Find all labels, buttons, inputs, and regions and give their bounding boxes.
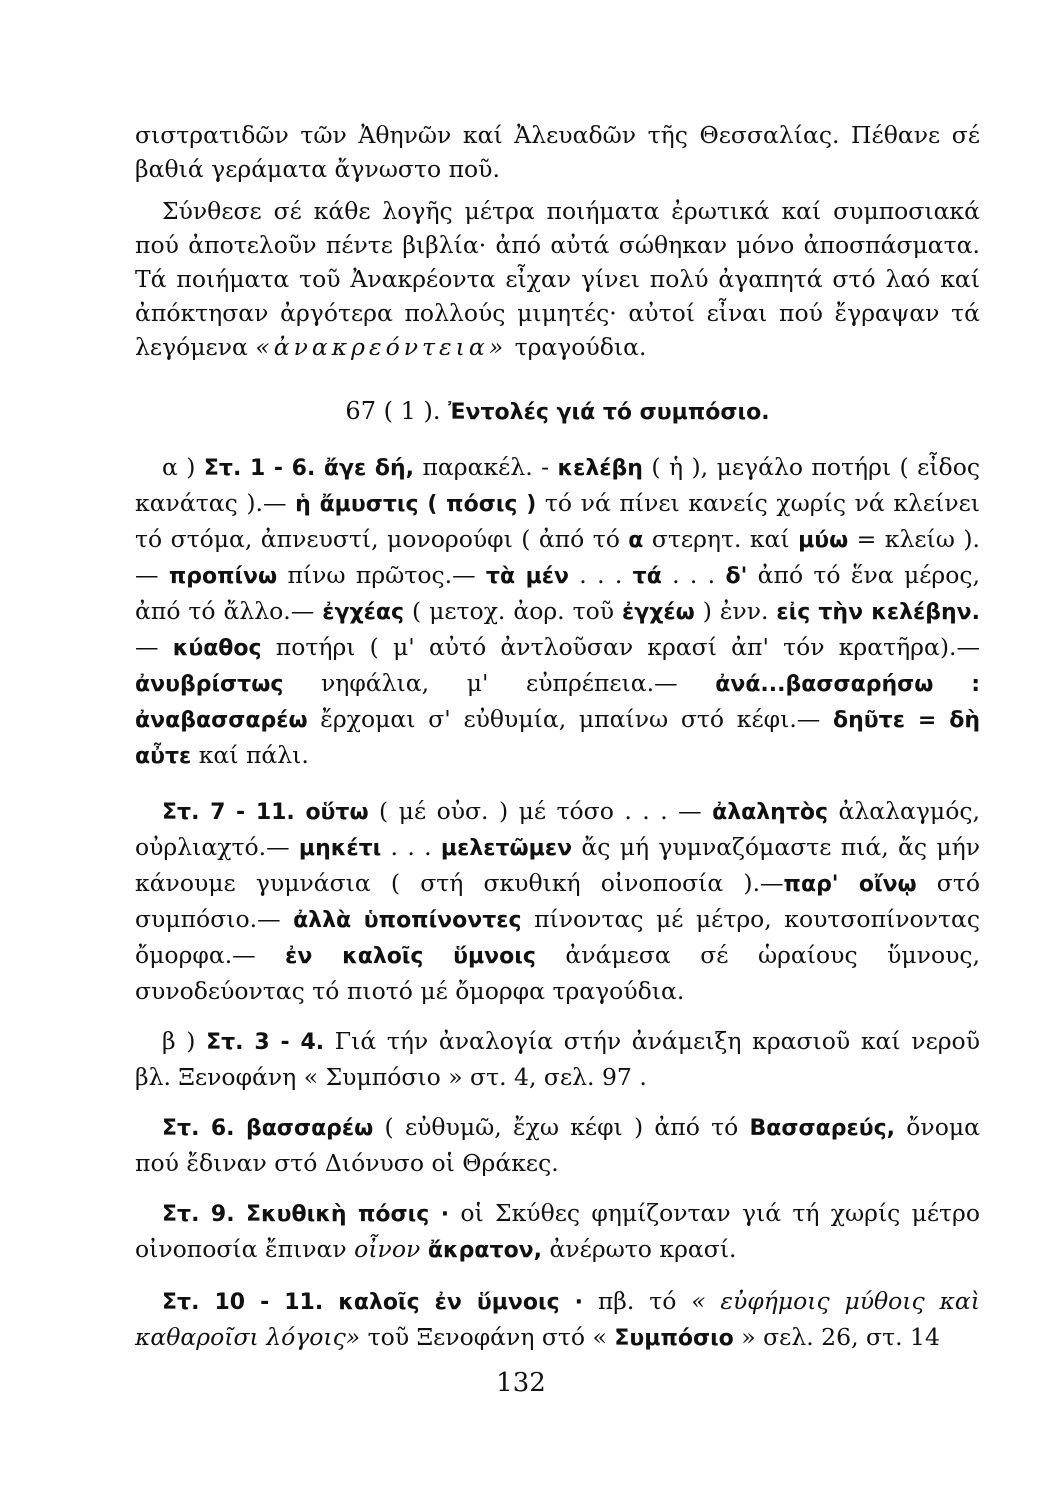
commentary-line-9: Στ. 9. Σκυθικὴ πόσις · οἱ Σκύθες φημίζονταν γιά τή χωρίς μέτρο οἰνοποσία ἔπιναν οἶνον ἄκρατον, ἀνέρωτο κρασί. <box>135 1199 981 1263</box>
commentary-lines-7-11: Στ. 7 - 11. οὕτω ( μέ οὐσ. ) μέ τόσο . . . — ἀλαλητὸς ἀλαλαγμός, οὐρλιαχτό.— μηκέτι . . . μελετῶμεν ἄς μή γυμναζόμαστε πιά, ἄς μήν κάνουμε γυμνάσια ( στή σκυθική οἰνοποσία ).—παρ' οἴνῳ στό συμπόσιο.— ἀλλὰ ὑποπίνοντες πίνοντας μέ μέτρο, κουτσοπίνοντας ὄμορφα.— ἐν καλοῖς ὕμνοις ἀνάμεσα σέ ὡραίους ὕμνους, συνοδεύοντας τό πιοτό μέ ὄμορφα τραγούδια. <box>135 797 981 1005</box>
commentary-alpha: α ) Στ. 1 - 6. ἄγε δή, παρακέλ. - κελέβη ( ἡ ), μεγάλο ποτήρι ( εἶδος κανάτας ).— ἡ ἄμυστις ( πόσις ) τό νά πίνει κανείς χωρίς νά κλείνει τό στόμα, ἀπνευστί, μονορούφι ( ἀπό τό α στερητ. καί μύω = κλείω ).— προπίνω πίνω πρῶτος.— τὰ μέν . . . τά . . . δ' ἀπό τό ἕνα μέρος, ἀπό τό ἄλλο.— ἐγχέας ( μετοχ. ἀορ. τοῦ ἐγχέω ) ἐνν. εἰς τὴν κελέβην.— κύαθος ποτήρι ( μ' αὐτό ἀντλοῦσαν κρασί ἀπ' τόν κρατῆρα).— ἀνυβρίστως νηφάλια, μ' εὐπρέπεια.— ἀνά...βασσαρήσω : ἀναβασσαρέω ἔρχομαι σ' εὐθυμία, μπαίνω στό κέφι.— δηῦτε = δὴ αὖτε καί πάλι. <box>135 453 981 769</box>
commentary-lines-10-11: Στ. 10 - 11. καλοῖς ἐν ὕμνοις · πβ. τό « εὐφήμοις μύθοις καὶ καθαροῖσι λόγοις» τοῦ Ξενοφάνη στό « Συμπόσιο » σελ. 26, στ. 14 <box>135 1287 981 1351</box>
intro-paragraph-2: Σύνθεσε σέ κάθε λογῆς μέτρα ποιήματα ἐρωτικά καί συμποσιακά πού ἀποτελοῦν πέντε βιβλία· ἀπό αὐτά σώθηκαν μόνο ἀποσπάσματα. Τά ποιήματα τοῦ Ἀνακρέοντα εἶχαν γίνει πολύ ἀγαπητά στό λαό καί ἀπόκτησαν ἀργότερα πολλούς μιμητές· αὐτοί εἶναι πού ἔγραψαν τά λεγόμενα «ἀνακρεόντεια» τραγούδια. <box>135 197 980 361</box>
intro-paragraph-1: σιστρατιδῶν τῶν Ἀθηνῶν καί Ἀλευαδῶν τῆς Θεσσαλίας. Πέθανε σέ βαθιά γεράματα ἄγνωστο ποῦ. <box>135 121 980 183</box>
term-anakreonteia: «ἀνακρεόντεια» <box>255 333 508 361</box>
commentary-line-6: Στ. 6. βασσαρέω ( εὐθυμῶ, ἔχω κέφι ) ἀπό τό Βασσαρεύς, ὄνομα πού ἔδιναν στό Διόνυσο οἱ Θράκες. <box>135 1113 980 1177</box>
page-number: 132 <box>496 1368 546 1398</box>
commentary-beta: β ) Στ. 3 - 4. Γιά τήν ἀναλογία στήν ἀνάμειξη κρασιοῦ καί νεροῦ βλ. Ξενοφάνη « Συμπόσιο » στ. 4, σελ. 97 . <box>135 1027 980 1091</box>
page-content <box>135 118 980 1356</box>
section-heading: 67 ( 1 ). Ἐντολές γιά τό συμπόσιο. <box>345 397 770 425</box>
